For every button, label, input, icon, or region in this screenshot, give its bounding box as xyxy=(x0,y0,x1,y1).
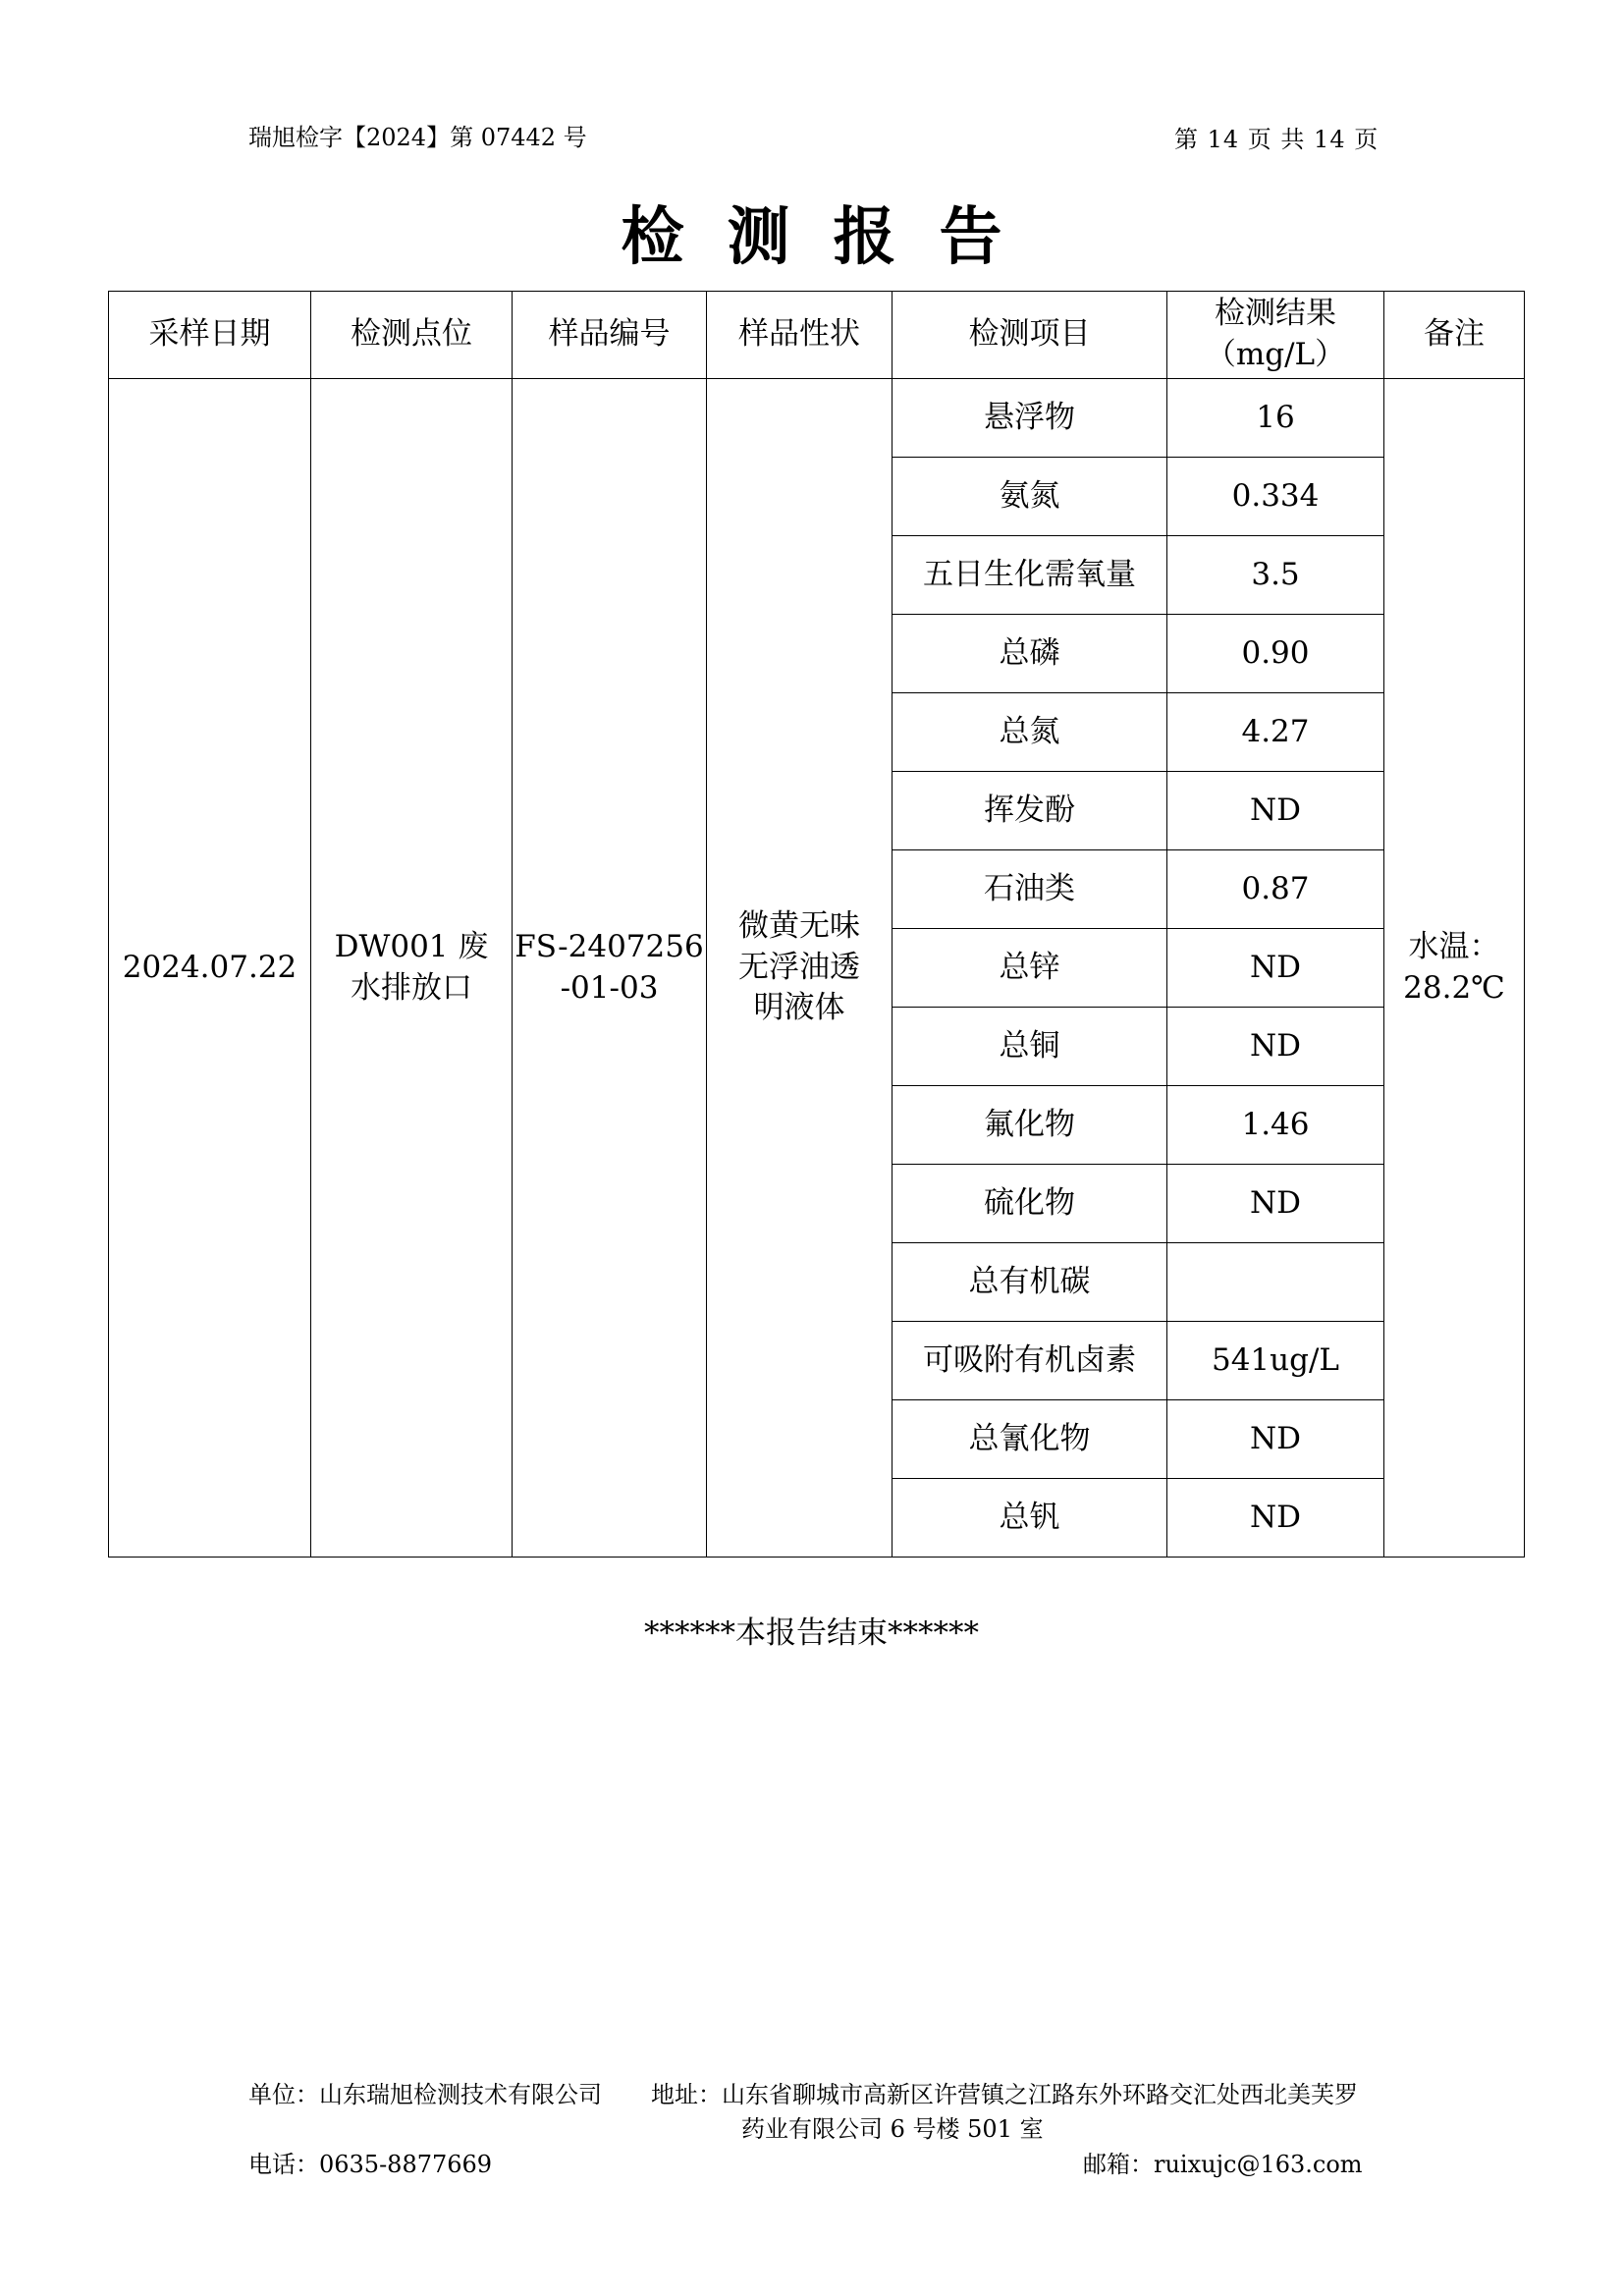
test-item-cell: 总钒 xyxy=(893,1479,1167,1558)
test-result-cell: 1.46 xyxy=(1167,1086,1384,1165)
column-header-remarks: 备注 xyxy=(1384,292,1525,379)
test-item-cell: 五日生化需氧量 xyxy=(893,536,1167,615)
test-result-cell: 4.27 xyxy=(1167,693,1384,772)
footer-address: 地址：山东省聊城市高新区许营镇之江路东外环路交汇处西北美芙罗 xyxy=(651,2081,1358,2108)
document-number: 瑞旭检字【2024】第 07442 号 xyxy=(248,124,587,151)
column-header-test-point: 检测点位 xyxy=(311,292,513,379)
test-result-cell: 3.5 xyxy=(1167,536,1384,615)
test-item-cell: 可吸附有机卤素 xyxy=(893,1322,1167,1400)
test-result-cell: 0.334 xyxy=(1167,458,1384,536)
test-result-cell: ND xyxy=(1167,1400,1384,1479)
footer-unit: 单位：山东瑞旭检测技术有限公司 xyxy=(248,2081,602,2108)
test-item-cell: 悬浮物 xyxy=(893,379,1167,458)
column-header-sampling-date: 采样日期 xyxy=(109,292,311,379)
test-result-cell: 0.90 xyxy=(1167,615,1384,693)
test-result-cell: 0.87 xyxy=(1167,850,1384,929)
report-end-mark: ******本报告结束****** xyxy=(644,1615,979,1651)
results-table xyxy=(108,291,1525,1558)
test-item-cell: 氟化物 xyxy=(893,1086,1167,1165)
sampling-date-cell: 2024.07.22 xyxy=(109,379,311,1558)
test-item-cell: 总铜 xyxy=(893,1008,1167,1086)
footer-phone: 电话：0635-8877669 xyxy=(248,2151,493,2178)
test-item-cell: 氨氮 xyxy=(893,458,1167,536)
test-item-cell: 挥发酚 xyxy=(893,772,1167,850)
remarks-cell xyxy=(1384,379,1525,1558)
test-item-cell: 硫化物 xyxy=(893,1165,1167,1243)
column-header-test-result-label: 检测结果 xyxy=(1215,296,1336,332)
report-title: 检测报告 xyxy=(621,201,1046,274)
column-header-test-result xyxy=(1167,292,1384,379)
test-item-cell: 总有机碳 xyxy=(893,1243,1167,1322)
page-indicator: 第 14 页 共 14 页 xyxy=(1174,126,1380,153)
sample-id-line: -01-03 xyxy=(560,969,659,1006)
test-point-line: DW001 废 xyxy=(334,928,489,964)
test-result-cell: ND xyxy=(1167,1008,1384,1086)
sample-appearance-line: 无浮油透 xyxy=(738,949,860,985)
sample-appearance-line: 微黄无味 xyxy=(738,907,860,944)
test-point-line: 水排放口 xyxy=(351,969,472,1006)
remarks-line: 水温： xyxy=(1408,928,1500,964)
test-point-cell xyxy=(311,379,513,1558)
column-header-sample-appearance: 样品性状 xyxy=(707,292,893,379)
test-result-cell: ND xyxy=(1167,929,1384,1008)
column-header-sample-id: 样品编号 xyxy=(513,292,707,379)
test-item-cell: 石油类 xyxy=(893,850,1167,929)
table-row xyxy=(109,379,1525,458)
test-item-cell: 总磷 xyxy=(893,615,1167,693)
test-result-cell: 541ug/L xyxy=(1167,1322,1384,1400)
sample-id-line: FS-2407256 xyxy=(514,928,704,964)
sample-id-cell xyxy=(513,379,707,1558)
table-header-row xyxy=(109,292,1525,379)
test-item-cell: 总氰化物 xyxy=(893,1400,1167,1479)
footer-email: 邮箱：ruixujc@163.com xyxy=(1083,2151,1363,2178)
test-item-cell: 总锌 xyxy=(893,929,1167,1008)
test-result-cell: 16 xyxy=(1167,379,1384,458)
test-result-cell: ND xyxy=(1167,1479,1384,1558)
remarks-line: 28.2℃ xyxy=(1403,969,1505,1006)
column-header-test-item: 检测项目 xyxy=(893,292,1167,379)
test-result-cell: ND xyxy=(1167,772,1384,850)
test-result-cell xyxy=(1167,1243,1384,1322)
test-result-cell: ND xyxy=(1167,1165,1384,1243)
sample-appearance-cell xyxy=(707,379,893,1558)
sample-appearance-line: 明液体 xyxy=(753,990,845,1026)
column-header-test-result-unit: （mg/L） xyxy=(1205,337,1346,372)
results-body xyxy=(109,379,1525,1558)
footer-address-continued: 药业有限公司 6 号楼 501 室 xyxy=(741,2115,1044,2143)
test-item-cell: 总氮 xyxy=(893,693,1167,772)
